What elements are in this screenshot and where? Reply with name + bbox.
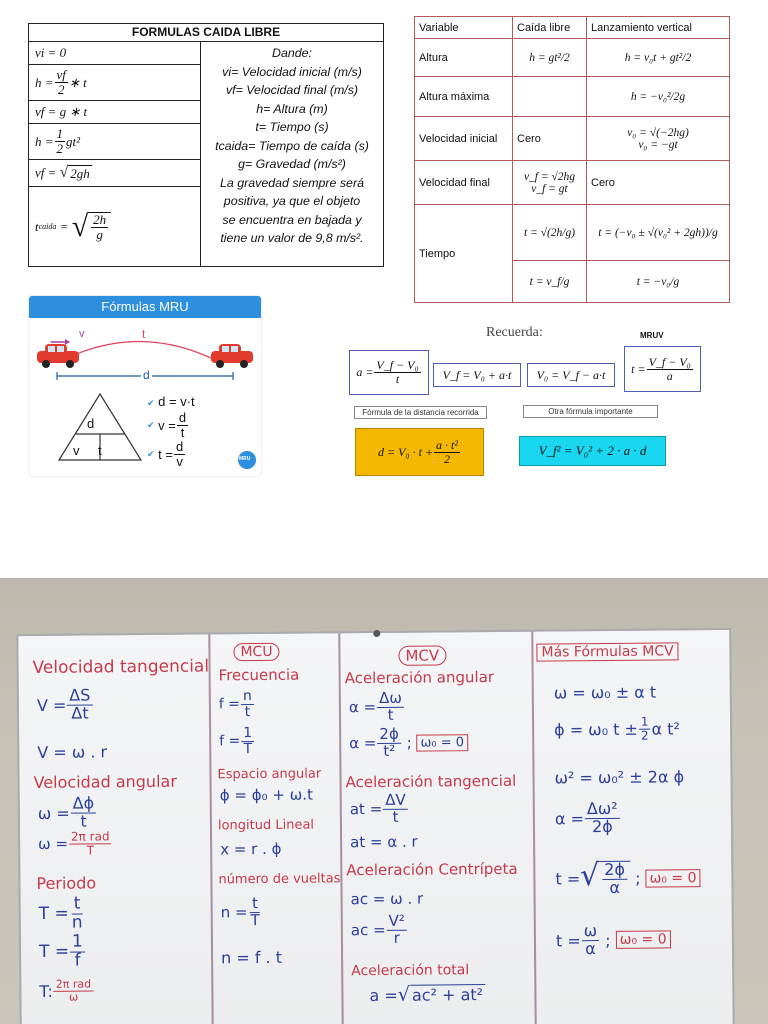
hw-eq-w-2pi: ω = $\frac{\text{2π rad}}{T}$ <box>38 830 113 857</box>
hw-eq-t-tn: T = $\frac{t}{n}$ <box>38 893 83 933</box>
hw-eq-f-nt: f = $\frac{n}{t}$ <box>219 689 255 720</box>
hw-eq-a-total: a = √ ac² + at² <box>369 982 484 1006</box>
mru-logo-text: MRU <box>239 456 251 462</box>
hw-velocidad-tangencial: Velocidad tangencial <box>32 656 210 678</box>
label-otra: Otra fórmula importante <box>523 405 658 418</box>
label-distancia: Fórmula de la distancia recorrida <box>354 406 487 419</box>
car-right-icon <box>211 344 253 368</box>
hw-mas-formulas-mcv: Más Fórmulas MCV <box>536 642 678 661</box>
check-icon: ✔ <box>147 398 155 408</box>
hw-eq-w-dphi: ω = $\frac{\Delta\phi}{t}$ <box>38 795 98 830</box>
mru-card <box>29 296 261 476</box>
header-lanzamiento-vertical: Lanzamiento vertical <box>587 17 730 39</box>
caida-libre-title: FORMULAS CAIDA LIBRE <box>29 24 383 42</box>
mruv-label: MRUV <box>640 331 664 340</box>
hw-eq-t-w-alpha: t = $\frac{\omega}{\alpha}$ ; ω₀ = 0 <box>556 922 671 958</box>
hw-eq-v-wr: V = ω . r <box>37 742 108 762</box>
formula-v0: V₀ = V_f − a·t <box>527 363 615 387</box>
mru-formula-d: ✔ d = v·t <box>147 394 195 409</box>
mru-formula-t: ✔ t = $\frac{d}{v}$ <box>147 439 184 469</box>
formula-vf-gt: vf = g ∗ t <box>29 101 200 124</box>
formula-distancia: d = V₀ · t + $\frac{\text{a · t²}}{2}$ <box>355 428 484 476</box>
mru-title: Fórmulas MRU <box>29 296 261 318</box>
car-left-icon <box>37 344 79 368</box>
hw-numero-vueltas: número de vueltas <box>218 871 341 888</box>
hw-eq-n-tt: n = $\frac{t}{T}$ <box>220 894 260 929</box>
formula-t-caida: t caida = √ $\frac{2h}{g}$ <box>29 187 200 266</box>
hw-eq-alpha-dw2: α = $\frac{\text{Δω²}}{2\phi}$ <box>555 801 621 836</box>
caida-libre-description: Dande: vi= Velocidad inicial (m/s) vf= Velocidad final (m/s) h= Altura (m) t= Tiempo (s) tcaida= Tiempo de caída (s) g= Gravedad (m/s²) La gravedad siempre será positiva, ya que el objeto se encuentra en bajada y tiene un valor de 9,8 m/s². <box>215 46 369 245</box>
whiteboard-photo <box>0 578 768 1024</box>
hw-eq-alpha-dw: α = $\frac{\Delta\omega}{t}$ <box>349 691 405 724</box>
hw-eq-at-dv: at = $\frac{\Delta V}{t}$ <box>350 793 409 826</box>
hw-eq-t-sqrt: t = √ $\frac{2\phi}{\alpha}$ ; ω₀ = 0 <box>555 860 700 897</box>
formula-vf: V_f = V₀ + a·t <box>433 363 521 387</box>
hw-eq-phi: ϕ = ϕ₀ + ω.t <box>219 785 313 805</box>
table-row: Altura máxima h = −v₀²/2g <box>415 77 730 117</box>
formula-a: a = $\frac{\text{V\_f − V₀}}{t}$ <box>349 350 429 395</box>
mru-diagram <box>29 318 261 476</box>
hw-eq-x: x = r . ϕ <box>220 839 282 859</box>
hw-frecuencia: Frecuencia <box>218 665 300 685</box>
triangle-top-d: d <box>87 416 95 431</box>
hw-eq-w2: ω² = ω₀² ± 2α ϕ <box>554 767 685 788</box>
header-caida-libre: Caída libre <box>513 17 587 39</box>
hw-eq-f-1t: f = $\frac{1}{T}$ <box>219 726 255 757</box>
formula-vi: vi = 0 <box>29 42 200 65</box>
table-row: t = v_f/g t = −v₀/g <box>415 261 730 303</box>
hw-eq-v-ds: V = $\frac{\Delta S}{\Delta t}$ <box>37 687 94 722</box>
hw-longitud-lineal: longitud Lineal <box>217 817 315 834</box>
check-icon: ✔ <box>147 448 155 459</box>
hw-aceleracion-centripeta: Aceleración Centrípeta <box>346 859 518 880</box>
hw-eq-n-ft: n = f . t <box>221 947 283 968</box>
formula-otra: V_f² = V₀² + 2 · a · d <box>519 436 666 466</box>
whiteboard <box>16 628 734 1024</box>
hw-eq-ac-v2r: ac = $\frac{\text{V²}}{r}$ <box>351 914 408 947</box>
table-row: Altura h = gt²/2 h = v₀t + gt²/2 <box>415 39 730 77</box>
hw-aceleracion-total: Aceleración total <box>351 962 470 980</box>
hw-eq-at-alpha-r: at = α . r <box>350 832 418 852</box>
hw-eq-t-2pi-w: T: $\frac{\text{2π rad}}{\omega}$ <box>39 978 94 1003</box>
hw-espacio-angular: Espacio angular <box>217 766 322 783</box>
hw-aceleracion-tangencial: Aceleración tangencial <box>345 771 517 792</box>
caida-libre-table <box>28 23 384 267</box>
hw-periodo: Periodo <box>36 873 97 893</box>
formula-h-half-gt2: h = $\frac{1}{2}$ gt² <box>29 124 200 160</box>
board-pin-icon <box>373 630 380 637</box>
formula-t: t = $\frac{\text{V\_f − V₀}}{a}$ <box>624 346 701 392</box>
table-row: Velocidad final v_f = √2hg v_f = gt Cero <box>415 161 730 205</box>
hw-eq-phi-w0t: ϕ = ω₀ t ± $\frac{1}{2}$ α t² <box>554 714 680 743</box>
recuerda-title: Recuerda: <box>486 325 543 340</box>
mru-formula-v: ✔ v = $\frac{d}{t}$ <box>147 410 187 440</box>
table-row: Tiempo t = √(2h/g) t = (−v₀ ± √(v₀² + 2gh))/g <box>415 205 730 261</box>
hw-velocidad-angular: Velocidad angular <box>33 771 177 792</box>
hw-aceleracion-angular: Aceleración angular <box>344 667 495 688</box>
hw-tag-mcv: MCV <box>398 645 446 665</box>
triangle-right-t: t <box>98 443 102 458</box>
hw-tag-mcu: MCU <box>233 643 279 661</box>
v-label: v <box>79 328 85 340</box>
table-header-row <box>415 17 730 39</box>
formula-h-vf: h = $\frac{vf}{2}$ ∗ t <box>29 65 200 101</box>
table-row: Velocidad inicial Cero v₀ = √(−2hg) v₀ = −gt <box>415 117 730 161</box>
t-label: t <box>142 327 146 341</box>
hw-eq-alpha-2phi: α = $\frac{2\phi}{\text{t²}}$ ; ω₀ = 0 <box>349 726 468 760</box>
time-arc <box>57 342 221 364</box>
variable-table <box>414 16 730 303</box>
hw-eq-t-1f: T = $\frac{1}{f}$ <box>39 934 86 971</box>
hw-eq-w-w0: ω = ω₀ ± α t <box>553 682 657 703</box>
triangle-left-v: v <box>73 443 80 458</box>
header-variable: Variable <box>415 17 513 39</box>
hw-eq-ac-wr: ac = ω . r <box>350 889 424 909</box>
check-icon: ✔ <box>147 419 155 430</box>
formula-vf-sqrt: vf = √ 2gh <box>29 160 200 187</box>
d-label: d <box>143 368 150 382</box>
